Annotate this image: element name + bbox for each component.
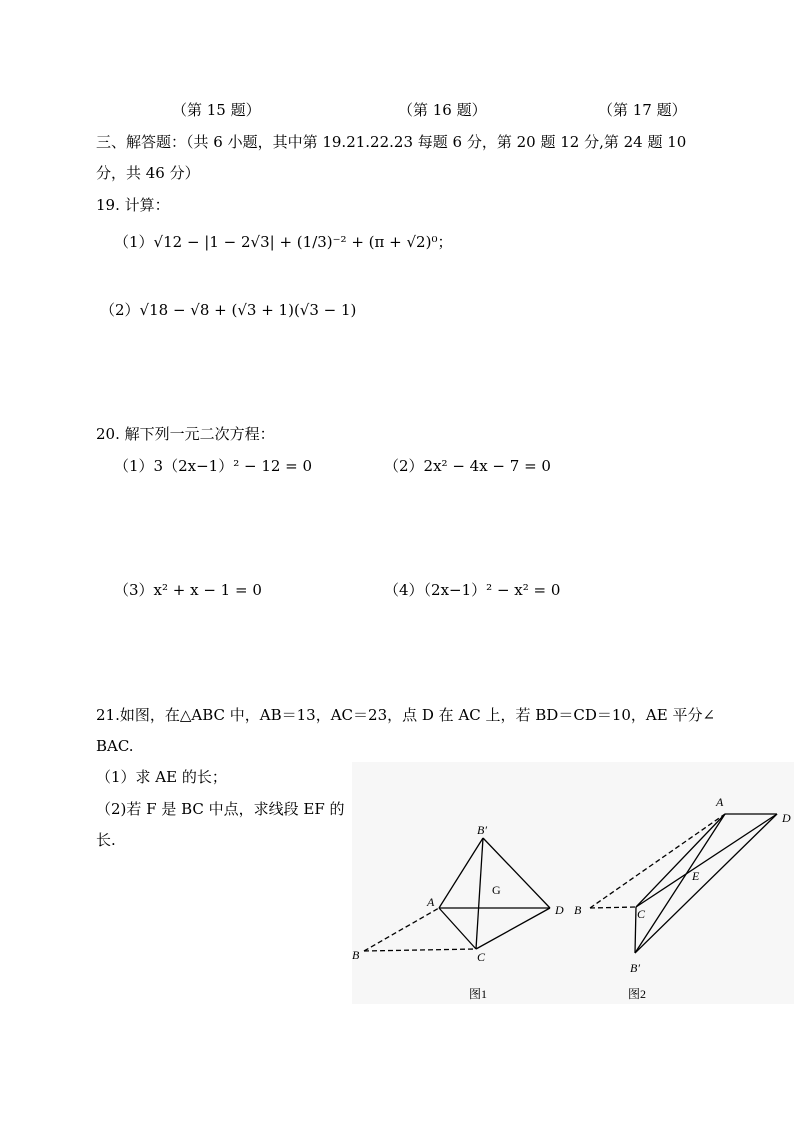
fig2-edge-c-bprime — [635, 907, 636, 953]
caption-q15: （第 15 题） — [172, 101, 261, 119]
fig2-label-a: A — [716, 795, 724, 809]
figure-1 — [364, 838, 550, 951]
q21-part2-line1: （2)若 F 是 BC 中点，求线段 EF 的 — [96, 800, 345, 818]
section-heading-line2: 分，共 46 分） — [96, 164, 200, 182]
fig1-label-d: D — [555, 903, 564, 917]
fig2-label-b: B — [574, 903, 582, 917]
fig2-label-bprime: B′ — [630, 961, 640, 975]
fig1-edge-a-c — [439, 908, 476, 949]
fig2-label-c: C — [637, 907, 646, 921]
fig2-label-e: E — [692, 869, 700, 883]
fig1-label-a: A — [427, 895, 435, 909]
fig2-dashed-b-c — [590, 907, 636, 908]
fig1-label-b: B — [352, 948, 360, 962]
q19-part1: （1）√12 − |1 − 2√3| + (1/3)⁻² + (π + √2)⁰； — [114, 233, 453, 251]
q21-statement-line1: 21.如图，在△ABC 中，AB＝13，AC＝23，点 D 在 AC 上，若 BD＝CD＝10，AE 平分∠ — [96, 706, 716, 724]
q20-part2: （2）2x² − 4x − 7 = 0 — [384, 457, 551, 475]
q19-title: 19. 计算： — [96, 196, 170, 214]
q20-part1: （1）3（2x−1）² − 12 = 0 — [114, 457, 313, 475]
geometry-figures — [352, 762, 794, 1004]
section-heading-line1: 三、解答题：（共 6 小题，其中第 19.21.22.23 每题 6 分，第 20 题 12 分,第 24 题 10 — [96, 133, 687, 151]
fig2-edge-a-c — [636, 814, 725, 907]
figure-2 — [590, 814, 777, 953]
fig1-edge-bprime-a — [439, 838, 483, 908]
fig1-edge-bprime-c — [476, 838, 483, 949]
fig1-dashed-b-c — [364, 949, 476, 951]
q20-title: 20. 解下列一元二次方程： — [96, 425, 275, 443]
fig1-label-c: C — [477, 950, 486, 964]
q19-part2: （2）√18 − √8 + (√3 + 1)(√3 − 1) — [100, 301, 357, 319]
fig1-dashed-b-a — [364, 908, 439, 951]
q21-part1: （1）求 AE 的长； — [96, 768, 227, 786]
q21-statement-line2: BAC. — [96, 737, 134, 755]
caption-q17: （第 17 题） — [598, 101, 687, 119]
q21-part2-line2: 长. — [96, 831, 116, 849]
q20-part4: （4）（2x−1）² − x² = 0 — [384, 581, 561, 599]
fig1-edge-bprime-d — [483, 838, 550, 908]
fig1-edge-d-c — [476, 908, 550, 949]
q20-part3: （3）x² + x − 1 = 0 — [114, 581, 262, 599]
fig2-caption: 图2 — [628, 987, 647, 1001]
fig1-label-g: G — [492, 883, 501, 897]
fig1-label-bprime: B′ — [477, 823, 487, 837]
fig2-label-d: D — [782, 811, 791, 825]
fig1-caption: 图1 — [469, 987, 488, 1001]
fig2-edge-d-bprime — [635, 814, 777, 953]
fig2-edge-a-bprime — [635, 814, 725, 953]
caption-q16: （第 16 题） — [398, 101, 487, 119]
